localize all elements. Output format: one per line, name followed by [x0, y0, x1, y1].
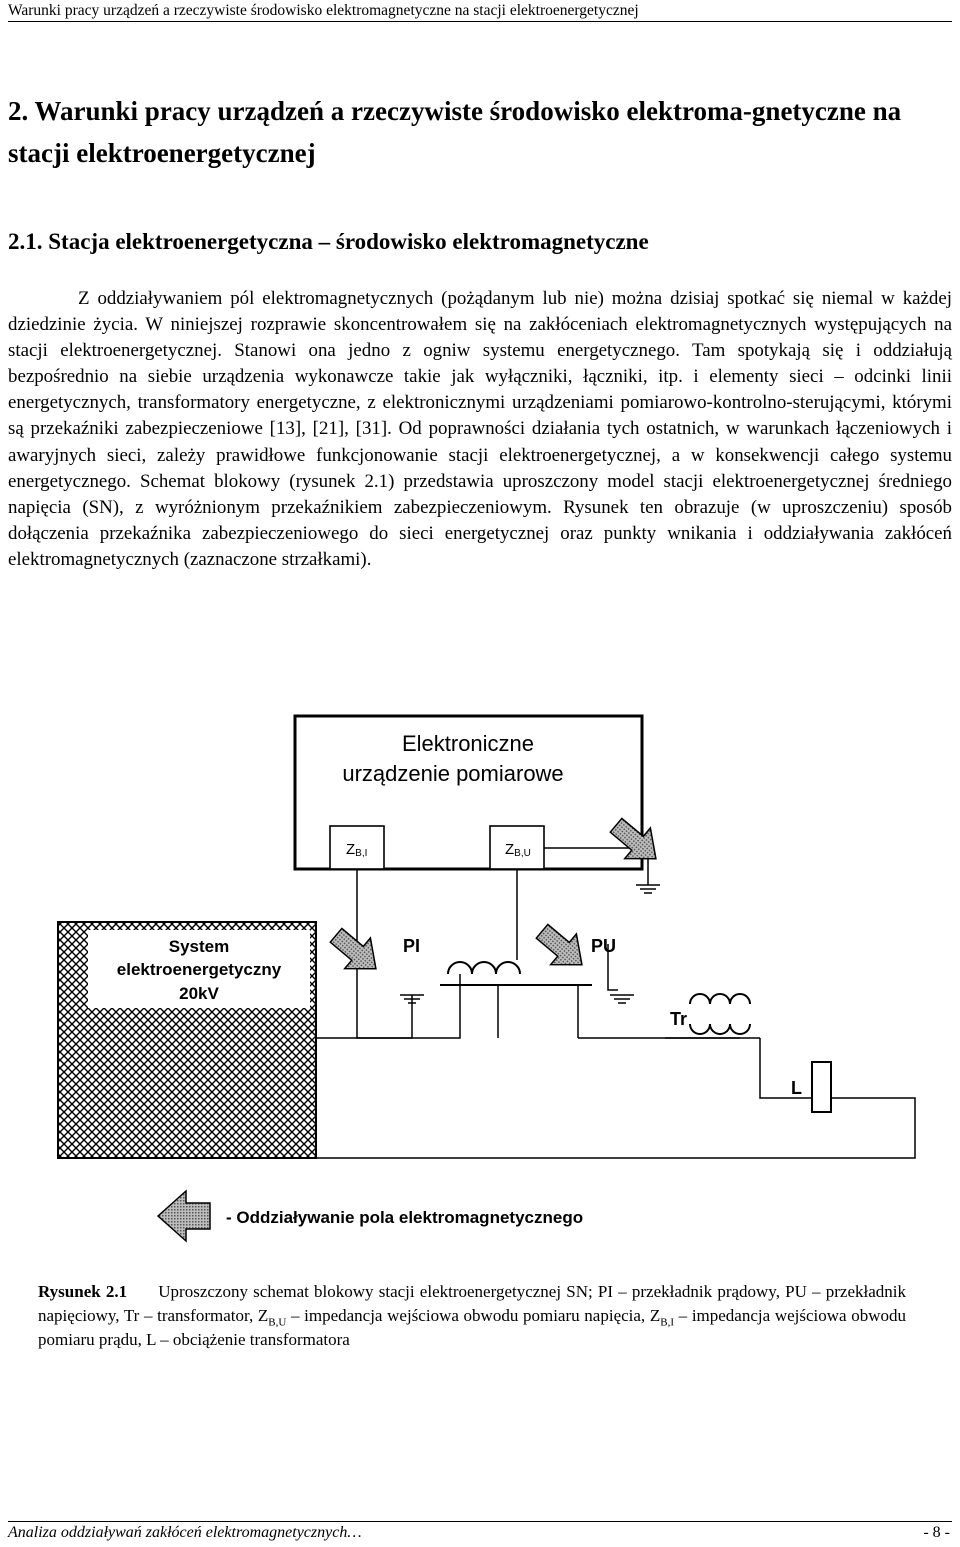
pu-label: PU [591, 936, 617, 956]
power-system-block [58, 922, 316, 1158]
footer-rule [8, 1521, 952, 1522]
device-title-line2: urządzenie pomiarowe [342, 761, 564, 786]
body-paragraph: Z oddziaływaniem pól elektromagnetycznych (pożądanym lub nie) można dzisiaj spotkać się niemal w każdej dziedzinie życia. W niniejszej rozprawie skoncentrowałem się na zakłóceniach elektromagnetycznych występujących na stacji elektroenergetycznej. Stanowi ona jedno z ogniw systemu energetycznego. Tam spotykają się i oddziałują bezpośrednio na siebie urządzenia wykonawcze takie jak wyłączniki, łączniki, itp. i elementy sieci – odcinki linii energetycznych, transformatory energetyczne, z elektronicznymi urządzeniami pomiarowo-kontrolno-sterującymi, którymi są przekaźniki zabezpieczeniowe [13], [21], [31]. Od poprawności działania tych ostatnich, w warunkach łączeniowych i awaryjnych sieci, zależy prawidłowe funkcjonowanie stacji elektroenergetycznej, a w konsekwencji całego systemu energetycznego. Schemat blokowy (rysunek 2.1) przedstawia uproszczony model stacji elektroenergetycznej średniego napięcia (SN), z wyróżnionym przekaźnikiem zabezpieczeniowym. Rysunek ten obrazuje (w uproszczeniu) sposób dołączenia przekaźnika zabezpieczeniowego do sieci energetycznej oraz punkty wnikania i oddziaływania zakłóceń elektromagnetycznych (zaznaczone strzałkami). [8, 288, 952, 570]
header-rule [8, 21, 952, 22]
em-arrow-pu [529, 916, 595, 980]
zbi-label: ZB,I [346, 841, 368, 859]
device-title-line1: Elektroniczne [401, 731, 535, 756]
caption-label: Rysunek 2.1 [38, 1282, 128, 1301]
em-arrow-pi [323, 920, 389, 984]
legend [158, 1191, 583, 1241]
system-line2: elektroenergetyczny [116, 960, 282, 979]
chapter-title: 2. Warunki pracy urządzeń a rzeczywiste środowisko elektroma-gnetyczne na stacji elektroenergetycznej [8, 96, 902, 168]
system-line1: System [168, 937, 230, 956]
pi-label: PI [403, 936, 421, 956]
system-line3: 20kV [179, 984, 219, 1003]
section-title: 2.1. Stacja elektroenergetyczna – środowisko elektromagnetyczne [8, 229, 649, 254]
measuring-device-block [295, 716, 642, 869]
tr-label: Tr [670, 1009, 688, 1029]
zbu-label: ZB,U [505, 841, 531, 859]
l-label: L [791, 1078, 802, 1098]
block-diagram [0, 700, 960, 1260]
legend-arrow-icon [158, 1191, 210, 1241]
figure-caption: Rysunek 2.1 Uproszczony schemat blokowy stacji elektroenergetycznej SN; PI – przekładnik prądowy, PU – przekładnik napięciowy, Tr – transformator, $Z_{B,U}$ – impedancja wejściowa obwodu pomiaru napięcia, $Z_{B,I}$ – impedancja wejściowa obwodu pomiaru prądu, L – obciążenie transformatora [38, 1282, 907, 1349]
legend-text: - Oddziaływanie pola elektromagnetycznego [226, 1208, 584, 1227]
page-number: - 8 - [923, 1524, 950, 1541]
tr-primary-coil [690, 994, 750, 1004]
tr-secondary-coil [690, 1024, 750, 1034]
pi-transformer-coil [448, 962, 520, 974]
load-l-box [812, 1062, 831, 1112]
running-header: Warunki pracy urządzeń a rzeczywiste środowisko elektromagnetyczne na stacji elektroenergetycznej [8, 2, 639, 19]
footer-title: Analiza oddziaływań zakłóceń elektromagnetycznych… [8, 1524, 362, 1541]
